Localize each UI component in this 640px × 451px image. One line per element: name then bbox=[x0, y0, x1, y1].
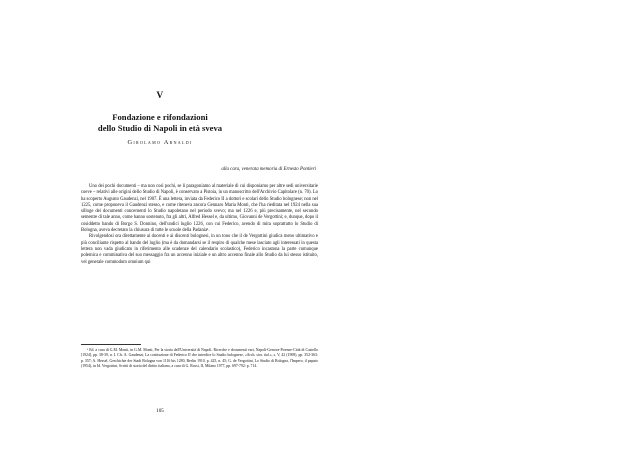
footnote-1: ¹ Ed. a cura di G.M. Monti, in G.M. Monti, Per la storia dell'Università di Napoli. Ricerche e documenti vari, Napoli-Genova-Firenze-Città di Castello [1924], pp. 38-39, n. I. Cfr. A. Gaudenzi, La costituzione di Federico II che interdice lo Studio bolognese, «Arch. stor. ital.», s. V, 42 (1908), pp. 352-363: p. 357; A. Hessel, Geschichte der Stadt Bologna von 1116 bis 1280, Berlin 1910, p. 425, n. 45; G. de Vergottini, Lo Studio di Bologna, l'Impero, il papato (1954), in Id. Vergottini, Scritti di storia del diritto italiano, a cura di G. Rossi, II, Milano 1977, pp. 697-792: p. 714. bbox=[81, 348, 318, 369]
blank-facing-page bbox=[336, 0, 640, 451]
author-name: Girolamo Arnaldi bbox=[127, 139, 193, 146]
body-text bbox=[81, 184, 318, 266]
chapter-title bbox=[0, 112, 320, 133]
page-number: 105 bbox=[156, 408, 164, 414]
body-paragraph-2: Rivolgendosi ora direttamente ai docenti e ai discenti bolognesi, in un tono che il de Vergottini giudica meno ultimativo e più conciliante rispetto al bando del luglio (ma è da domandarsi se il respiro di qualche mese lasciato agli interessati in questa lettera non vada giudicato in riferimento alle scadenze del calendario scolastico), Federico incastona la parte comunque polemica e comminativa del suo messaggio fra un accenno iniziale e un altro accenno finale allo Studio da lui stesso istituito, vel generale commodum omnium qui bbox=[81, 234, 318, 265]
chapter-title-line-1: Fondazione e rifondazioni bbox=[112, 112, 208, 122]
footnote bbox=[81, 348, 318, 370]
body-paragraph-1: Uno dei pochi documenti – ma non così pochi, se li paragoniamo al materiale di cui disponiamo per altre sedi universitarie coeve – relativi alle origini dello Studio di Napoli, è conservato a Pistoia, in un manoscritto dell'Archivio Capitolare (n. 70). Lo ha scoperto Augusto Gaudenzi, nel 1907. È una lettera, inviata da Federico II a dottori e scolari dello Studio bolognese; non nel 1225, come proponeva il Gaudenzi stesso, e come riteneva ancora Gennaro Maria Monti, che l'ha rieditata nel 1924 nella sua silloge dei documenti concernenti lo Studio napoletano nel periodo svevo; ma nel 1226 e, più precisamente, nel secondo semestre di tale anno, come hanno sostenuto, fra gli altri, Alfred Hessel e, da ultimo, Giovanni de Vergottini; e, dunque, dopo il cosiddetto bando di Borgo S. Donnino, dell'undici luglio 1226, con cui Federico, avendo di mira soprattutto lo Studio di Bologna, aveva decretato la chiusura di tutte le scuole della Padania¹. bbox=[81, 184, 318, 234]
footnote-divider bbox=[81, 344, 141, 345]
chapter-number: V bbox=[156, 91, 164, 101]
chapter-title-line-2: dello Studio di Napoli in età sveva bbox=[97, 122, 223, 133]
dedication: alla cara, venerata memoria di Ernesto Pontieri bbox=[221, 167, 316, 172]
